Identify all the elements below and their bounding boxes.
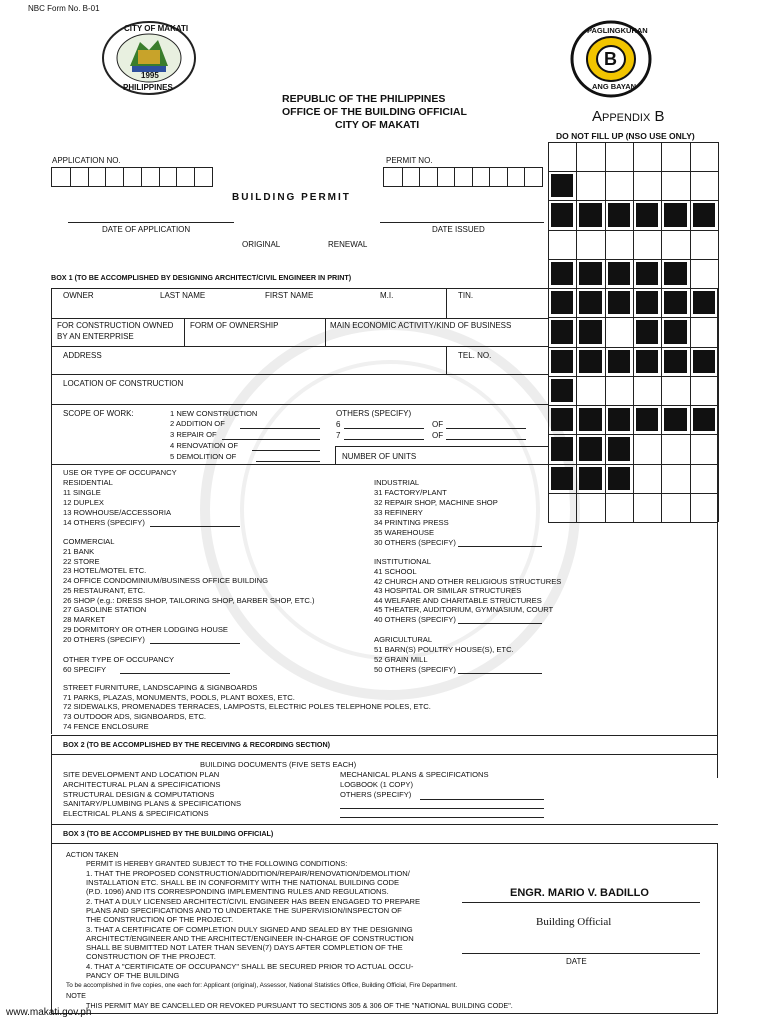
nso-grid-filled-cell — [636, 291, 658, 314]
nso-grid-filled-cell — [608, 408, 630, 431]
condition-line: PANCY OF THE BUILDING — [86, 971, 180, 980]
nso-grid-filled-cell — [636, 203, 658, 226]
digit-box-divider — [123, 168, 124, 186]
revocation-note: THIS PERMIT MAY BE CANCELLED OR REVOKED PURSUANT TO SECTIONS 305 & 306 OF THE "NATIONAL BUILDING CODE". — [86, 1001, 513, 1010]
first-name-label: FIRST NAME — [265, 291, 314, 300]
occupancy-item[interactable]: 27 GASOLINE STATION — [63, 605, 147, 614]
last-name-label: LAST NAME — [160, 291, 206, 300]
occupancy-item[interactable]: 21 BANK — [63, 547, 95, 556]
use-of-occupancy-title: USE OR TYPE OF OCCUPANCY — [63, 468, 177, 477]
building-official-title: Building Official — [536, 916, 612, 928]
digit-box-divider — [489, 168, 490, 186]
nso-grid-filled-cell — [551, 203, 573, 226]
nso-grid-col-line — [605, 142, 606, 522]
occupancy-item[interactable]: 23 HOTEL/MOTEL ETC. — [63, 566, 147, 575]
nso-grid-filled-cell — [608, 437, 630, 460]
appendix-title: Appendix B — [592, 108, 665, 125]
occupancy-item[interactable]: 34 PRINTING PRESS — [374, 518, 449, 527]
note-label: NOTE — [66, 991, 86, 1000]
scope-item[interactable]: 3 REPAIR OF — [170, 430, 217, 439]
nso-grid-filled-cell — [551, 437, 573, 460]
nso-grid-filled-cell — [664, 408, 686, 431]
document-item[interactable]: ELECTRICAL PLANS & SPECIFICATIONS — [63, 809, 209, 818]
nso-grid-col-line — [718, 142, 719, 522]
nso-grid-row-line — [548, 522, 718, 523]
nso-grid-filled-cell — [551, 174, 573, 197]
nso-grid-filled-cell — [579, 291, 601, 314]
condition-line: 1. THAT THE PROPOSED CONSTRUCTION/ADDITION/REPAIR/RENOVATION/DEMOLITION/ — [86, 869, 410, 878]
nso-grid-filled-cell — [664, 291, 686, 314]
nso-grid-filled-cell — [551, 408, 573, 431]
main-activity-label: MAIN ECONOMIC ACTIVITY/KIND OF BUSINESS — [330, 321, 512, 330]
nso-grid-filled-cell — [608, 291, 630, 314]
digit-box-divider — [472, 168, 473, 186]
box1-title: BOX 1 (TO BE ACCOMPLISHED BY DESIGNING ARCHITECT/CIVIL ENGINEER IN PRINT) — [51, 273, 352, 282]
nso-grid-filled-cell — [579, 467, 601, 490]
digit-box-divider — [105, 168, 106, 186]
occupancy-item[interactable]: 20 OTHERS (SPECIFY) — [63, 635, 145, 644]
digit-box-divider — [176, 168, 177, 186]
nso-grid-filled-cell — [664, 262, 686, 285]
permit-no-boxes[interactable] — [383, 167, 543, 187]
occupancy-item[interactable]: 31 FACTORY/PLANT — [374, 488, 447, 497]
enterprise-label-1: FOR CONSTRUCTION OWNED — [57, 321, 174, 330]
application-no-boxes[interactable] — [51, 167, 213, 187]
nso-grid-filled-cell — [636, 408, 658, 431]
nso-grid-filled-cell — [693, 203, 715, 226]
nso-grid-filled-cell — [608, 467, 630, 490]
digit-box-divider — [141, 168, 142, 186]
document-item[interactable]: OTHERS (SPECIFY) — [340, 790, 412, 799]
scope-item[interactable]: 2 ADDITION OF — [170, 419, 225, 428]
agricultural-heading: AGRICULTURAL — [374, 635, 433, 644]
occupancy-item[interactable]: 74 FENCE ENCLOSURE — [63, 722, 149, 731]
scope-item[interactable]: 4 RENOVATION OF — [170, 441, 239, 450]
form-number: NBC Form No. B-01 — [28, 4, 100, 13]
occupancy-item[interactable]: 51 BARN(S) POULTRY HOUSE(S), ETC. — [374, 645, 514, 654]
nso-grid-filled-cell — [664, 320, 686, 343]
digit-box-divider — [88, 168, 89, 186]
nso-grid-filled-cell — [579, 203, 601, 226]
nso-grid-filled-cell — [551, 467, 573, 490]
nso-grid-filled-cell — [551, 350, 573, 373]
condition-line: THE CONSTRUCTION OF THE PROJECT. — [86, 915, 234, 924]
digit-box-divider — [524, 168, 525, 186]
digit-box-divider — [70, 168, 71, 186]
document-item[interactable]: MECHANICAL PLANS & SPECIFICATIONS — [340, 770, 489, 779]
action-taken-label: ACTION TAKEN — [66, 850, 119, 859]
occupancy-item[interactable]: 33 REFINERY — [374, 508, 423, 517]
occupancy-item[interactable]: 24 OFFICE CONDOMINIUM/BUSINESS OFFICE BUILDING — [63, 576, 269, 585]
permit-no-label: PERMIT NO. — [386, 156, 433, 165]
nso-grid-filled-cell — [579, 320, 601, 343]
building-official-name: ENGR. MARIO V. BADILLO — [510, 887, 649, 899]
occupancy-item[interactable]: 28 MARKET — [63, 615, 106, 624]
document-item[interactable]: STRUCTURAL DESIGN & COMPUTATIONS — [63, 790, 215, 799]
mi-label: M.I. — [380, 291, 394, 300]
occupancy-item[interactable]: 14 OTHERS (SPECIFY) — [63, 518, 145, 527]
condition-line: SHALL BE SUBMITTED NOT LATER THAN SEVEN(7) DAYS AFTER COMPLETION OF THE — [86, 943, 403, 952]
occupancy-item[interactable]: 41 SCHOOL — [374, 567, 417, 576]
digit-box-divider — [437, 168, 438, 186]
tel-no-label: TEL. NO. — [458, 351, 492, 360]
date-issued-label: DATE ISSUED — [432, 225, 485, 234]
of-label: OF — [432, 431, 444, 440]
others-6-label: 6 — [336, 420, 341, 429]
commercial-heading: COMMERCIAL — [63, 537, 115, 546]
occupancy-item[interactable]: 29 DORMITORY OR OTHER LODGING HOUSE — [63, 625, 228, 634]
others-7-label: 7 — [336, 431, 341, 440]
form-of-ownership-label: FORM OF OWNERSHIP — [190, 321, 279, 330]
nso-grid-filled-cell — [579, 350, 601, 373]
document-item[interactable]: SITE DEVELOPMENT AND LOCATION PLAN — [63, 770, 220, 779]
nso-grid-filled-cell — [693, 408, 715, 431]
condition-line: 2. THAT A DULY LICENSED ARCHITECT/CIVIL ENGINEER HAS BEEN ENGAGED TO PREPARE — [86, 897, 421, 906]
header-city: CITY OF MAKATI — [335, 119, 420, 131]
application-no-label: APPLICATION NO. — [52, 156, 121, 165]
of-label: OF — [432, 420, 444, 429]
occupancy-item[interactable]: 44 WELFARE AND CHARITABLE STRUCTURES — [374, 596, 542, 605]
nso-grid-filled-cell — [636, 320, 658, 343]
occupancy-item[interactable]: 12 DUPLEX — [63, 498, 104, 507]
occupancy-item[interactable]: 73 OUTDOOR ADS, SIGNBOARDS, ETC. — [63, 712, 207, 721]
street-furniture-heading: STREET FURNITURE, LANDSCAPING & SIGNBOARDS — [63, 683, 258, 692]
occupancy-item[interactable]: 32 REPAIR SHOP, MACHINE SHOP — [374, 498, 498, 507]
digit-box-divider — [419, 168, 420, 186]
digit-box-divider — [507, 168, 508, 186]
nso-grid-filled-cell — [579, 408, 601, 431]
occupancy-item[interactable]: 13 ROWHOUSE/ACCESSORIA — [63, 508, 172, 517]
digit-box-divider — [159, 168, 160, 186]
residential-heading: RESIDENTIAL — [63, 478, 113, 487]
box2-title: BOX 2 (TO BE ACCOMPLISHED BY THE RECEIVING & RECORDING SECTION) — [63, 740, 331, 749]
city-seal-logo: CITY OF MAKATI 1995 PHILIPPINES — [100, 20, 198, 96]
occupancy-item[interactable]: 25 RESTAURANT, ETC. — [63, 586, 146, 595]
header-republic: REPUBLIC OF THE PHILIPPINES — [282, 93, 446, 105]
nso-grid-col-line — [690, 142, 691, 522]
document-item[interactable]: ARCHITECTURAL PLAN & SPECIFICATIONS — [63, 780, 221, 789]
nso-grid-filled-cell — [551, 262, 573, 285]
nso-grid-filled-cell — [636, 350, 658, 373]
building-permit-title: BUILDING PERMIT — [232, 192, 351, 203]
nso-grid-filled-cell — [608, 350, 630, 373]
nso-grid-filled-cell — [664, 203, 686, 226]
industrial-heading: INDUSTRIAL — [374, 478, 420, 487]
header-office: OFFICE OF THE BUILDING OFFICIAL — [282, 106, 467, 118]
occupancy-item[interactable]: 45 THEATER, AUDITORIUM, GYMNASIUM, COURT — [374, 605, 554, 614]
occupancy-item[interactable]: 35 WAREHOUSE — [374, 528, 435, 537]
nso-use-only-note: DO NOT FILL UP (NSO USE ONLY) — [556, 131, 695, 141]
nso-grid-filled-cell — [608, 262, 630, 285]
nso-grid-filled-cell — [608, 203, 630, 226]
condition-line: INSTALLATION ETC. SHALL BE IN CONFORMITY WITH THE NATIONAL BUILDING CODE — [86, 878, 400, 887]
occupancy-item[interactable]: 71 PARKS, PLAZAS, MONUMENTS, POOLS, PLANT BOXES, ETC. — [63, 693, 295, 702]
document-item[interactable]: LOGBOOK (1 COPY) — [340, 780, 414, 789]
document-item[interactable]: SANITARY/PLUMBING PLANS & SPECIFICATIONS — [63, 799, 242, 808]
enterprise-label-2: BY AN ENTERPRISE — [57, 332, 134, 341]
building-documents-title: BUILDING DOCUMENTS (FIVE SETS EACH) — [200, 760, 357, 769]
occupancy-item[interactable]: 26 SHOP (e.g.: DRESS SHOP, TAILORING SHOP, BARBER SHOP, ETC.) — [63, 596, 315, 605]
occupancy-item[interactable]: 50 OTHERS (SPECIFY) — [374, 665, 456, 674]
occupancy-item[interactable]: 42 CHURCH AND OTHER RELIGIOUS STRUCTURES — [374, 577, 562, 586]
nso-grid-col-line — [661, 142, 662, 522]
permit-granted-text: PERMIT IS HEREBY GRANTED SUBJECT TO THE FOLLOWING CONDITIONS: — [86, 859, 348, 868]
institutional-heading: INSTITUTIONAL — [374, 557, 431, 566]
condition-line: PLANS AND SPECIFICATIONS AND TO UNDERTAKE THE SUPERVISION/INSPECTON OF — [86, 906, 402, 915]
others-specify-label: OTHERS (SPECIFY) — [336, 409, 412, 418]
scope-item[interactable]: 5 DEMOLITION OF — [170, 452, 237, 461]
date-label: DATE — [566, 957, 587, 966]
location-label: LOCATION OF CONSTRUCTION — [63, 379, 184, 388]
occupancy-item[interactable]: 40 OTHERS (SPECIFY) — [374, 615, 456, 624]
date-of-application-label: DATE OF APPLICATION — [102, 225, 191, 234]
nso-grid-filled-cell — [579, 262, 601, 285]
address-label: ADDRESS — [63, 351, 102, 360]
digit-box-divider — [402, 168, 403, 186]
occupancy-item[interactable]: 72 SIDEWALKS, PROMENADES TERRACES, LAMPOSTS, ELECTRIC POLES TELEPHONE POLES, ETC. — [63, 702, 431, 711]
nso-grid-filled-cell — [693, 291, 715, 314]
nso-grid-col-line — [633, 142, 634, 522]
condition-line: 3. THAT A CERTIFICATE OF COMPLETION DULY SIGNED AND SEALED BY THE DESIGNING — [86, 925, 413, 934]
scope-of-work-label: SCOPE OF WORK: — [63, 409, 134, 418]
owner-label: OWNER — [63, 291, 94, 300]
condition-line: CONSTRUCTION OF THE PROJECT. — [86, 952, 216, 961]
scope-item[interactable]: 1 NEW CONSTRUCTION — [170, 409, 258, 418]
digit-box-divider — [194, 168, 195, 186]
original-option[interactable]: ORIGINAL — [242, 240, 281, 249]
nso-grid-filled-cell — [551, 320, 573, 343]
occupancy-item[interactable]: 60 SPECIFY — [63, 665, 107, 674]
tin-label: TIN. — [458, 291, 474, 300]
condition-line: ARCHITECT/ENGINEER AND THE ARCHITECT/ENGINEER IN-CHARGE OF CONSTRUCTION — [86, 934, 414, 943]
condition-line: 4. THAT A "CERTIFICATE OF OCCUPANCY" SHALL BE SECURED PRIOR TO ACTUAL OCCU- — [86, 962, 414, 971]
nso-grid-filled-cell — [551, 379, 573, 402]
number-of-units-label: NUMBER OF UNITS — [342, 452, 417, 461]
nso-grid-filled-cell — [693, 350, 715, 373]
nso-grid-filled-cell — [664, 350, 686, 373]
occupancy-item[interactable]: 11 SINGLE — [63, 488, 101, 497]
occupancy-item[interactable]: 43 HOSPITAL OR SIMILAR STRUCTURES — [374, 586, 522, 595]
other-type-heading: OTHER TYPE OF OCCUPANCY — [63, 655, 175, 664]
nso-grid-col-line — [548, 142, 549, 522]
occupancy-item[interactable]: 22 STORE — [63, 557, 100, 566]
paglingkuran-seal-logo: PAGLINGKURAN B ANG BAYAN — [570, 20, 652, 98]
occupancy-item[interactable]: 52 GRAIN MILL — [374, 655, 428, 664]
nso-grid-filled-cell — [551, 291, 573, 314]
nso-use-grid — [548, 142, 718, 522]
digit-box-divider — [454, 168, 455, 186]
renewal-option[interactable]: RENEWAL — [328, 240, 368, 249]
nso-grid-col-line — [576, 142, 577, 522]
occupancy-item[interactable]: 30 OTHERS (SPECIFY) — [374, 538, 456, 547]
five-copies-note: To be accomplished in five copies, one each for: Applicant (original), Assessor, National Statistics Office, Building Official, Fire Department. — [66, 982, 458, 989]
condition-line: (P.D. 1096) AND ITS CORRESPONDING IMPLEMENTING RULES AND REGULATIONS. — [86, 887, 389, 896]
nso-grid-filled-cell — [579, 437, 601, 460]
box3-title: BOX 3 (TO BE ACCOMPLISHED BY THE BUILDING OFFICIAL) — [63, 829, 274, 838]
website-url[interactable]: www.makati.gov.ph — [6, 1007, 92, 1018]
nso-grid-filled-cell — [636, 262, 658, 285]
